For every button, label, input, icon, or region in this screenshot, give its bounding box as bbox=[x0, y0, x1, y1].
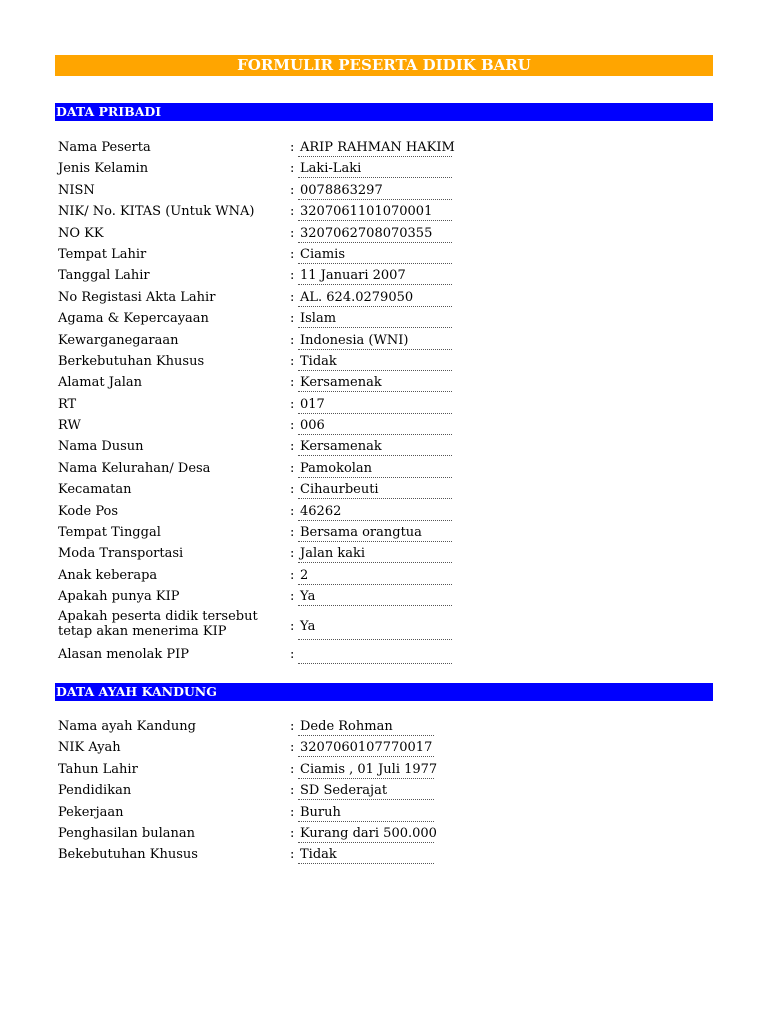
field-value: Bersama orangtua bbox=[298, 525, 452, 542]
field-row-nama-dusun: Nama Dusun : Kersamenak bbox=[58, 436, 718, 457]
field-value: 017 bbox=[298, 397, 452, 414]
field-value: Ya bbox=[298, 589, 452, 606]
field-label: Pendidikan bbox=[58, 783, 132, 799]
field-value: 3207061101070001 bbox=[298, 204, 452, 221]
field-label: Nama Peserta bbox=[58, 140, 151, 155]
field-value: Kersamenak bbox=[298, 439, 452, 456]
field-row-tahun-lahir: Tahun Lahir : Ciamis , 01 Juli 1977 bbox=[58, 761, 438, 777]
field-value: SD Sederajat bbox=[298, 783, 434, 800]
field-row-punya-kip: Apakah punya KIP : Ya bbox=[58, 586, 718, 607]
field-label: Kecamatan bbox=[58, 482, 132, 498]
field-row-agama: Agama & Kepercayaan : Islam bbox=[58, 308, 718, 329]
field-row-jenis-kelamin: Jenis Kelamin : Laki-Laki bbox=[58, 158, 718, 179]
field-row-rw: RW : 006 bbox=[58, 415, 718, 436]
field-label: NISN bbox=[58, 182, 95, 198]
field-value: Ciamis bbox=[298, 247, 452, 264]
field-label: Apakah peserta didik tersebut tetap akan menerima KIP bbox=[58, 608, 258, 639]
form-title: FORMULIR PESERTA DIDIK BARU bbox=[55, 55, 713, 76]
field-row-alamat-jalan: Alamat Jalan : Kersamenak bbox=[58, 372, 718, 393]
field-row-alasan-menolak-pip: Alasan menolak PIP : bbox=[58, 644, 718, 665]
field-label: Tempat Lahir bbox=[58, 246, 147, 262]
field-value: Dede Rohman bbox=[298, 719, 434, 736]
field-label: Alasan menolak PIP bbox=[58, 646, 189, 662]
field-value: 11 Januari 2007 bbox=[298, 268, 452, 285]
field-label: No Registasi Akta Lahir bbox=[58, 289, 216, 305]
field-value: Tidak bbox=[298, 354, 452, 371]
field-row-menerima-kip: Apakah peserta didik tersebut tetap akan menerima KIP : Ya bbox=[58, 608, 718, 644]
field-row-kode-pos: Kode Pos : 46262 bbox=[58, 501, 718, 522]
field-row-pekerjaan: Pekerjaan : Buruh bbox=[58, 802, 718, 823]
field-row-no-kk: NO KK : 3207062708070355 bbox=[58, 223, 718, 244]
field-label: Moda Transportasi bbox=[58, 546, 184, 562]
field-row-penghasilan: Penghasilan bulanan : Kurang dari 500.000 bbox=[58, 825, 437, 841]
field-label: NIK/ No. KITAS (Untuk WNA) bbox=[58, 204, 255, 220]
field-value: 46262 bbox=[298, 504, 452, 521]
field-value: Indonesia (WNI) bbox=[298, 333, 452, 350]
field-value: AL. 624.0279050 bbox=[298, 290, 452, 307]
data-ayah-fields bbox=[58, 716, 718, 866]
field-label: Tahun Lahir bbox=[58, 761, 138, 777]
field-label: Pekerjaan bbox=[58, 804, 124, 820]
field-label: Jenis Kelamin bbox=[58, 161, 149, 177]
field-row-berkebutuhan-khusus: Berkebutuhan Khusus : Tidak bbox=[58, 351, 718, 372]
data-pribadi-fields bbox=[58, 137, 718, 665]
field-value: 3207062708070355 bbox=[298, 226, 452, 243]
field-row-kewarganegaraan: Kewarganegaraan : Indonesia (WNI) bbox=[58, 330, 718, 351]
field-row-akta-lahir: No Registasi Akta Lahir : AL. 624.0279050 bbox=[58, 287, 718, 308]
field-row-kebutuhan-khusus-ayah: Bekebutuhan Khusus : Tidak bbox=[58, 844, 718, 865]
field-label: Nama Kelurahan/ Desa bbox=[58, 460, 211, 476]
field-label: NIK Ayah bbox=[58, 740, 121, 756]
field-value: Ciamis , 01 Juli 1977 bbox=[300, 761, 438, 777]
field-row-pendidikan: Pendidikan : SD Sederajat bbox=[58, 780, 718, 801]
field-label: RW bbox=[58, 418, 81, 434]
field-row-nama-ayah: Nama ayah Kandung : Dede Rohman bbox=[58, 716, 718, 737]
field-label: Kewarganegaraan bbox=[58, 332, 179, 348]
field-label: Penghasilan bulanan bbox=[58, 825, 196, 841]
field-value: 0078863297 bbox=[298, 183, 452, 200]
field-value: 3207060107770017 bbox=[300, 740, 433, 756]
field-row-tempat-tinggal: Tempat Tinggal : Bersama orangtua bbox=[58, 522, 718, 543]
field-value: Kersamenak bbox=[298, 375, 452, 392]
field-row-tanggal-lahir: Tanggal Lahir : 11 Januari 2007 bbox=[58, 265, 718, 286]
field-row-nisn: NISN : 0078863297 bbox=[58, 180, 718, 201]
field-label: Nama Dusun bbox=[58, 439, 144, 455]
field-value: Tidak bbox=[298, 847, 434, 864]
section-heading-data-ayah-kandung: DATA AYAH KANDUNG bbox=[55, 683, 713, 701]
field-label: Alamat Jalan bbox=[58, 375, 142, 391]
field-value: Kurang dari 500.000 bbox=[300, 825, 437, 841]
field-label: Tanggal Lahir bbox=[58, 268, 150, 284]
field-value: Islam bbox=[298, 311, 452, 328]
field-label: Anak keberapa bbox=[58, 567, 158, 583]
field-row-nama-peserta: Nama Peserta : ARIP RAHMAN HAKIM bbox=[58, 140, 455, 155]
field-value: Pamokolan bbox=[298, 461, 452, 478]
field-label: Apakah punya KIP bbox=[58, 589, 180, 605]
field-label: Tempat Tinggal bbox=[58, 525, 161, 541]
field-label: Kode Pos bbox=[58, 503, 119, 519]
field-value bbox=[298, 647, 452, 664]
field-value: Laki-Laki bbox=[298, 161, 452, 178]
field-label: Agama & Kepercayaan bbox=[58, 311, 209, 327]
field-value: 2 bbox=[298, 568, 452, 585]
field-value: 006 bbox=[298, 418, 452, 435]
field-value: Cihaurbeuti bbox=[298, 482, 452, 499]
field-label: Berkebutuhan Khusus bbox=[58, 353, 205, 369]
field-value: Jalan kaki bbox=[298, 546, 452, 563]
field-label: RT bbox=[58, 396, 77, 412]
field-row-rt: RT : 017 bbox=[58, 394, 718, 415]
section-heading-data-pribadi: DATA PRIBADI bbox=[55, 103, 713, 121]
field-value: Buruh bbox=[298, 805, 434, 822]
field-row-anak-keberapa: Anak keberapa : 2 bbox=[58, 565, 718, 586]
field-value: ARIP RAHMAN HAKIM bbox=[300, 140, 455, 155]
field-row-kecamatan: Kecamatan : Cihaurbeuti bbox=[58, 479, 718, 500]
field-label: Bekebutuhan Khusus bbox=[58, 847, 198, 863]
field-row-nik-ayah: NIK Ayah : 3207060107770017 bbox=[58, 740, 433, 756]
field-row-kelurahan-desa: Nama Kelurahan/ Desa : Pamokolan bbox=[58, 458, 718, 479]
field-label: Nama ayah Kandung bbox=[58, 719, 196, 734]
field-row-nik: NIK/ No. KITAS (Untuk WNA) : 3207061101070001 bbox=[58, 201, 718, 222]
field-row-tempat-lahir: Tempat Lahir : Ciamis bbox=[58, 244, 718, 265]
field-row-moda-transportasi: Moda Transportasi : Jalan kaki bbox=[58, 543, 718, 564]
field-value: Ya bbox=[298, 619, 452, 640]
field-label: NO KK bbox=[58, 225, 104, 241]
